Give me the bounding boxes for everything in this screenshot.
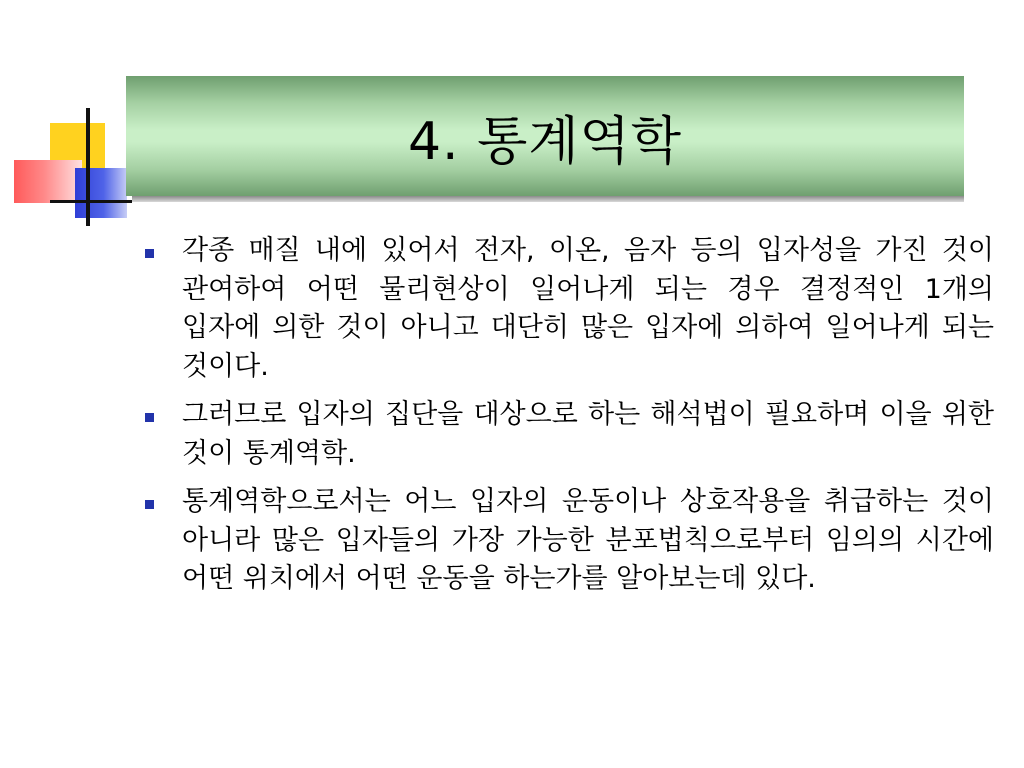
title-banner-shadow — [132, 196, 964, 202]
slide-title: 4. 통계역학 — [407, 111, 683, 172]
decorative-horizontal-line — [50, 200, 132, 203]
decorative-vertical-line — [86, 108, 90, 226]
bullet-list — [142, 232, 994, 609]
bullet-item — [142, 232, 994, 386]
bullet-text: 그러므로 입자의 집단을 대상으로 하는 해석법이 필요하며 이을 위한 것이 통계역학. — [182, 399, 994, 469]
bullet-item — [142, 483, 994, 599]
square-bullet-icon — [145, 413, 154, 422]
bullet-item — [142, 396, 994, 473]
bullet-text: 통계역학으로서는 어느 입자의 운동이나 상호작용을 취급하는 것이 아니라 많은 입자들의 가장 가능한 분포법칙으로부터 임의의 시간에 어떤 위치에서 어떤 운동을 하는가를 알아보는데 있다. — [182, 486, 994, 594]
square-bullet-icon — [145, 500, 154, 509]
title-banner — [126, 76, 964, 196]
bullet-text: 각종 매질 내에 있어서 전자, 이온, 음자 등의 입자성을 가진 것이 관여하여 어떤 물리현상이 일어나게 되는 경우 결정적인 1개의 입자에 의한 것이 아니고 대단히 많은 입자에 의하여 일어나게 되는 것이다. — [182, 235, 994, 382]
decorative-blue-square — [75, 168, 127, 218]
square-bullet-icon — [145, 249, 154, 258]
decorative-red-square — [14, 160, 82, 203]
